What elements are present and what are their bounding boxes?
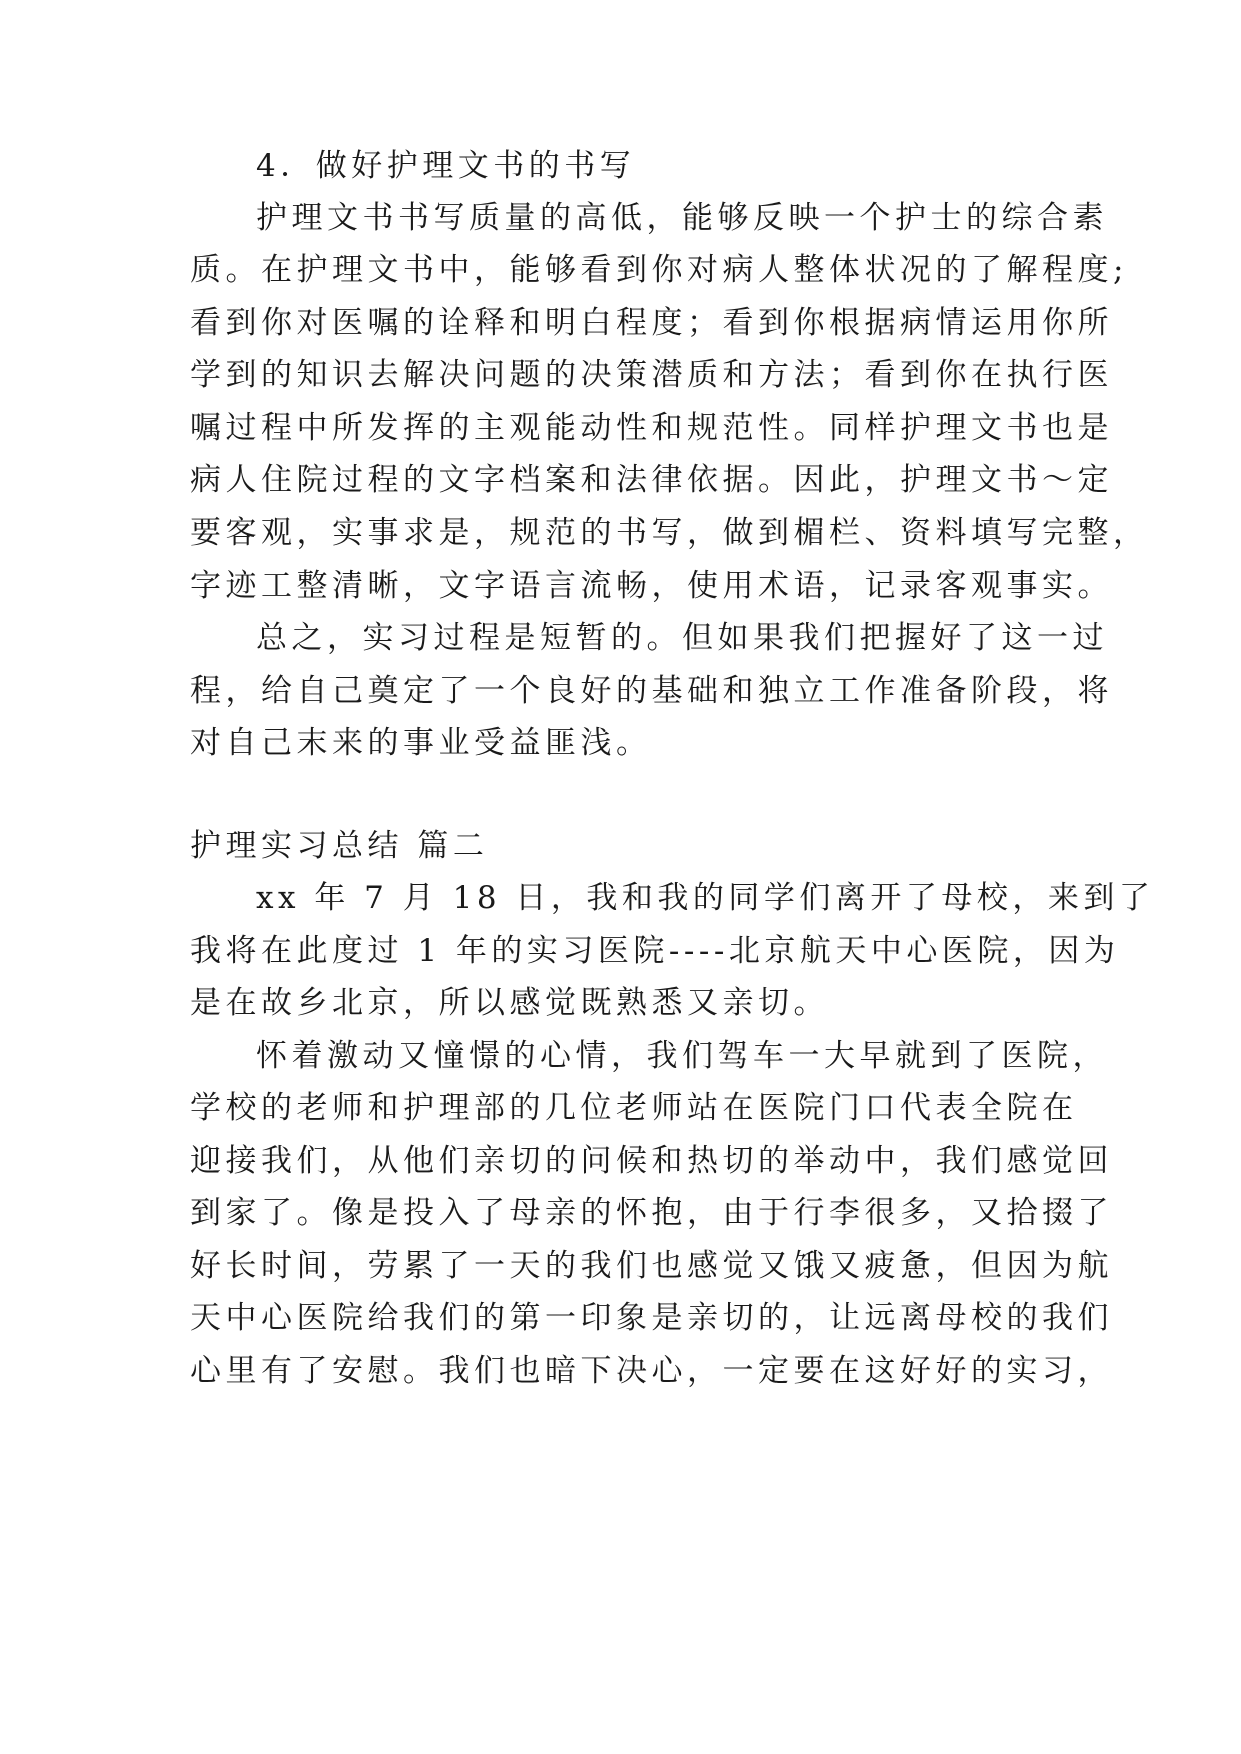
paragraph-line: 对自己末来的事业受益匪浅。 — [190, 725, 652, 761]
paragraph-line: xx 年 7 月 18 日，我和我的同学们离开了母校，来到了 — [256, 880, 1155, 916]
paragraph-line: 迎接我们，从他们亲切的问候和热切的举动中，我们感觉回 — [190, 1143, 1113, 1179]
paragraph-line: 学到的知识去解决问题的决策潜质和方法；看到你在执行医 — [190, 357, 1113, 393]
paragraph-line: 护理文书书写质量的高低，能够反映一个护士的综合素 — [256, 200, 1108, 236]
paragraph-line: 是在故乡北京，所以感觉既熟悉又亲切。 — [190, 985, 829, 1021]
paragraph-line: 嘱过程中所发挥的主观能动性和规范性。同样护理文书也是 — [190, 410, 1113, 446]
paragraph-line: 质。在护理文书中，能够看到你对病人整体状况的了解程度; — [190, 252, 1128, 288]
paragraph-line: 学校的老师和护理部的几位老师站在医院门口代表全院在 — [190, 1090, 1078, 1126]
paragraph-line: 要客观，实事求是，规范的书写，做到楣栏、资料填写完整， — [190, 515, 1149, 551]
paragraph-line: 心里有了安慰。我们也暗下决心，一定要在这好好的实习， — [190, 1353, 1113, 1389]
paragraph-line: 到家了。像是投入了母亲的怀抱，由于行李很多，又拾掇了 — [190, 1195, 1113, 1231]
paragraph-line: 怀着激动又憧憬的心情，我们驾车一大早就到了医院， — [256, 1038, 1108, 1074]
section-title: 护理实习总结 篇二 — [190, 828, 489, 864]
section-heading: 4．做好护理文书的书写 — [256, 148, 636, 184]
paragraph-line: 看到你对医嘱的诠释和明白程度；看到你根据病情运用你所 — [190, 305, 1113, 341]
paragraph-line: 我将在此度过 1 年的实习医院----北京航天中心医院，因为 — [190, 933, 1120, 969]
paragraph-line: 总之，实习过程是短暂的。但如果我们把握好了这一过 — [256, 620, 1108, 656]
paragraph-line: 病人住院过程的文字档案和法律依据。因此，护理文书～定 — [190, 462, 1113, 498]
paragraph-line: 天中心医院给我们的第一印象是亲切的，让远离母校的我们 — [190, 1300, 1113, 1336]
paragraph-line: 程，给自己奠定了一个良好的基础和独立工作准备阶段，将 — [190, 673, 1113, 709]
paragraph-line: 好长时间，劳累了一天的我们也感觉又饿又疲惫，但因为航 — [190, 1248, 1113, 1284]
paragraph-line: 字迹工整清晰，文字语言流畅，使用术语，记录客观事实。 — [190, 568, 1113, 604]
